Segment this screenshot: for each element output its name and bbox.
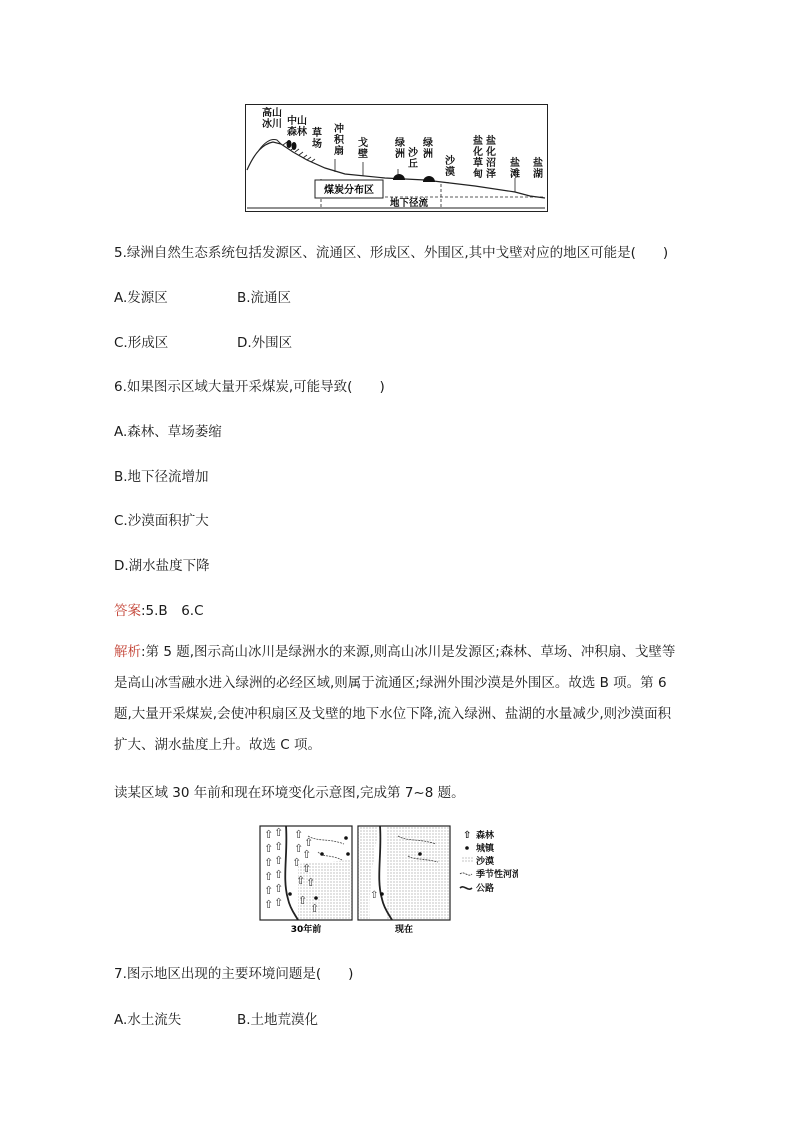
legend-river-icon (460, 873, 472, 875)
label-oasis2-1: 洲 (423, 149, 433, 160)
label-saltlake-0: 盐 (533, 158, 543, 169)
desert-area-right (386, 826, 450, 920)
q7-8-intro: 读某区域 30 年前和现在环境变化示意图,完成第 7~8 题。 (114, 785, 465, 801)
forest-icon: ⇧ (264, 856, 274, 869)
label-saltflat-1: 滩 (510, 169, 520, 180)
legend-road: 公路 (476, 884, 495, 894)
label-dune-0: 沙 (408, 148, 418, 159)
legend-forest-icon: ⇧ (463, 830, 472, 841)
forest-icon: ⇧ (264, 842, 274, 855)
q7-option-b[interactable]: B.土地荒漠化 (237, 1012, 319, 1028)
legend-road-icon (460, 887, 472, 889)
forest-icon: ⇧ (294, 828, 304, 841)
forest-icon: ⇧ (304, 836, 314, 849)
q7-option-a[interactable]: A.水土流失 (114, 1012, 182, 1028)
label-saltlake-1: 湖 (533, 169, 543, 180)
forest-icon: ⇧ (264, 898, 274, 911)
legend-town-icon (465, 846, 469, 850)
q6-option-b[interactable]: B.地下径流增加 (114, 469, 209, 485)
label-grassland-0: 草 (312, 128, 322, 139)
terrain-profile-svg (245, 104, 548, 212)
answer-text: :5.B 6.C (141, 603, 204, 619)
q6-option-d[interactable]: D.湖水盐度下降 (114, 558, 210, 574)
label-swamp-2: 沼 (486, 158, 496, 169)
q5-option-b[interactable]: B.流通区 (237, 290, 292, 306)
forest-icon: ⇧ (274, 882, 284, 895)
legend (460, 829, 518, 894)
profile-labels (262, 106, 543, 180)
forest-icon: ⇧ (302, 848, 312, 861)
label-salinized-2: 草 (473, 158, 483, 169)
forest-icon: ⇧ (264, 884, 274, 897)
oasis-dome-1 (393, 174, 405, 180)
label-gobi-1: 壁 (358, 149, 368, 160)
legend-town: 城镇 (476, 844, 495, 854)
forest-icon: ⇧ (298, 894, 308, 907)
label-swamp-1: 化 (486, 147, 496, 158)
label-gobi-0: 戈 (358, 138, 368, 149)
label-swamp-3: 泽 (486, 169, 496, 180)
forest-icon: ⇧ (274, 868, 284, 881)
caption-30-years-ago: 30年前 (290, 925, 322, 935)
forest-icon: ⇧ (274, 896, 284, 909)
forest-icon: ⇧ (294, 842, 304, 855)
label-oasis1-0: 绿 (395, 138, 405, 149)
forest-icon: ⇧ (274, 854, 284, 867)
q6-stem: 6.如果图示区域大量开采煤炭,可能导致( ) (114, 379, 385, 395)
label-fan-0: 冲 (334, 124, 344, 135)
answer-label: 答案 (114, 603, 141, 619)
forest-icon: ⇧ (306, 876, 316, 889)
runoff-label: 地下径流 (389, 198, 429, 209)
q6-option-a[interactable]: A.森林、草场萎缩 (114, 424, 222, 440)
forest-icon: ⇧ (264, 828, 274, 841)
label-desert-0: 沙 (445, 156, 455, 167)
forest-icon: ⇧ (296, 874, 306, 887)
label-oasis1-1: 洲 (395, 149, 405, 160)
label-fan-2: 扇 (334, 146, 344, 157)
oasis-dome-2 (423, 176, 435, 182)
label-salinized-3: 甸 (473, 169, 483, 180)
environment-change-svg (258, 824, 518, 936)
label-saltflat-0: 盐 (510, 158, 520, 169)
svg-text:⇧: ⇧ (370, 890, 379, 901)
analysis-label: 解析 (114, 644, 141, 660)
label-swamp-0: 盐 (486, 136, 496, 147)
label-salinized-0: 盐 (473, 136, 483, 147)
label-dune-1: 丘 (408, 159, 418, 170)
glacier-cap (259, 139, 281, 150)
analysis-text: :第 5 题,图示高山冰川是绿洲水的来源,则高山冰川是发源区;森林、草场、冲积扇、戈壁等是高山冰雪融水进入绿洲的必经区域,则属于流通区;绿洲外围沙漠是外围区。故选 B 项。第 6 题,大量开采煤炭,会使冲积扇区及戈壁的地下水位下降,流入绿洲、盐湖的水量减少,则沙漠面积扩大、湖水盐度上升。故选 C 项。 (114, 644, 676, 753)
q5-option-c[interactable]: C.形成区 (114, 335, 169, 351)
q6-option-c[interactable]: C.沙漠面积扩大 (114, 513, 209, 529)
label-forest-0: 中山 (287, 116, 307, 127)
label-grassland-1: 场 (312, 139, 322, 150)
coal-label: 煤炭分布区 (324, 185, 374, 196)
label-glacier-1: 冰川 (262, 119, 282, 130)
forest-icon: ⇧ (274, 840, 284, 853)
environment-change-figure (258, 824, 518, 936)
caption-now: 现在 (394, 925, 414, 935)
label-oasis2-0: 绿 (423, 138, 433, 149)
label-salinized-1: 化 (473, 147, 483, 158)
forest-icon: ⇧ (310, 902, 320, 915)
forest-icon: ⇧ (292, 856, 302, 869)
forest-icon: ⇧ (302, 862, 312, 875)
label-desert-1: 漠 (445, 167, 455, 178)
terrain-profile-figure (245, 104, 548, 212)
analysis-paragraph (114, 637, 684, 761)
legend-desert: 沙漠 (476, 857, 495, 867)
q5-stem: 5.绿洲自然生态系统包括发源区、流通区、形成区、外围区,其中戈壁对应的地区可能是( ) (114, 245, 669, 261)
legend-river: 季节性河流 (476, 870, 518, 880)
forest-icon: ⇧ (264, 870, 274, 883)
legend-desert-icon (462, 857, 474, 863)
legend-forest: 森林 (476, 831, 495, 841)
forest-icon: ⇧ (274, 826, 284, 839)
label-glacier-0: 高山 (262, 108, 282, 119)
label-forest-1: 森林 (287, 127, 307, 138)
label-fan-1: 积 (334, 135, 344, 146)
q5-option-d[interactable]: D.外围区 (237, 335, 293, 351)
answer-line (114, 599, 204, 619)
q5-option-a[interactable]: A.发源区 (114, 290, 168, 306)
q7-stem: 7.图示地区出现的主要环境问题是( ) (114, 966, 354, 982)
